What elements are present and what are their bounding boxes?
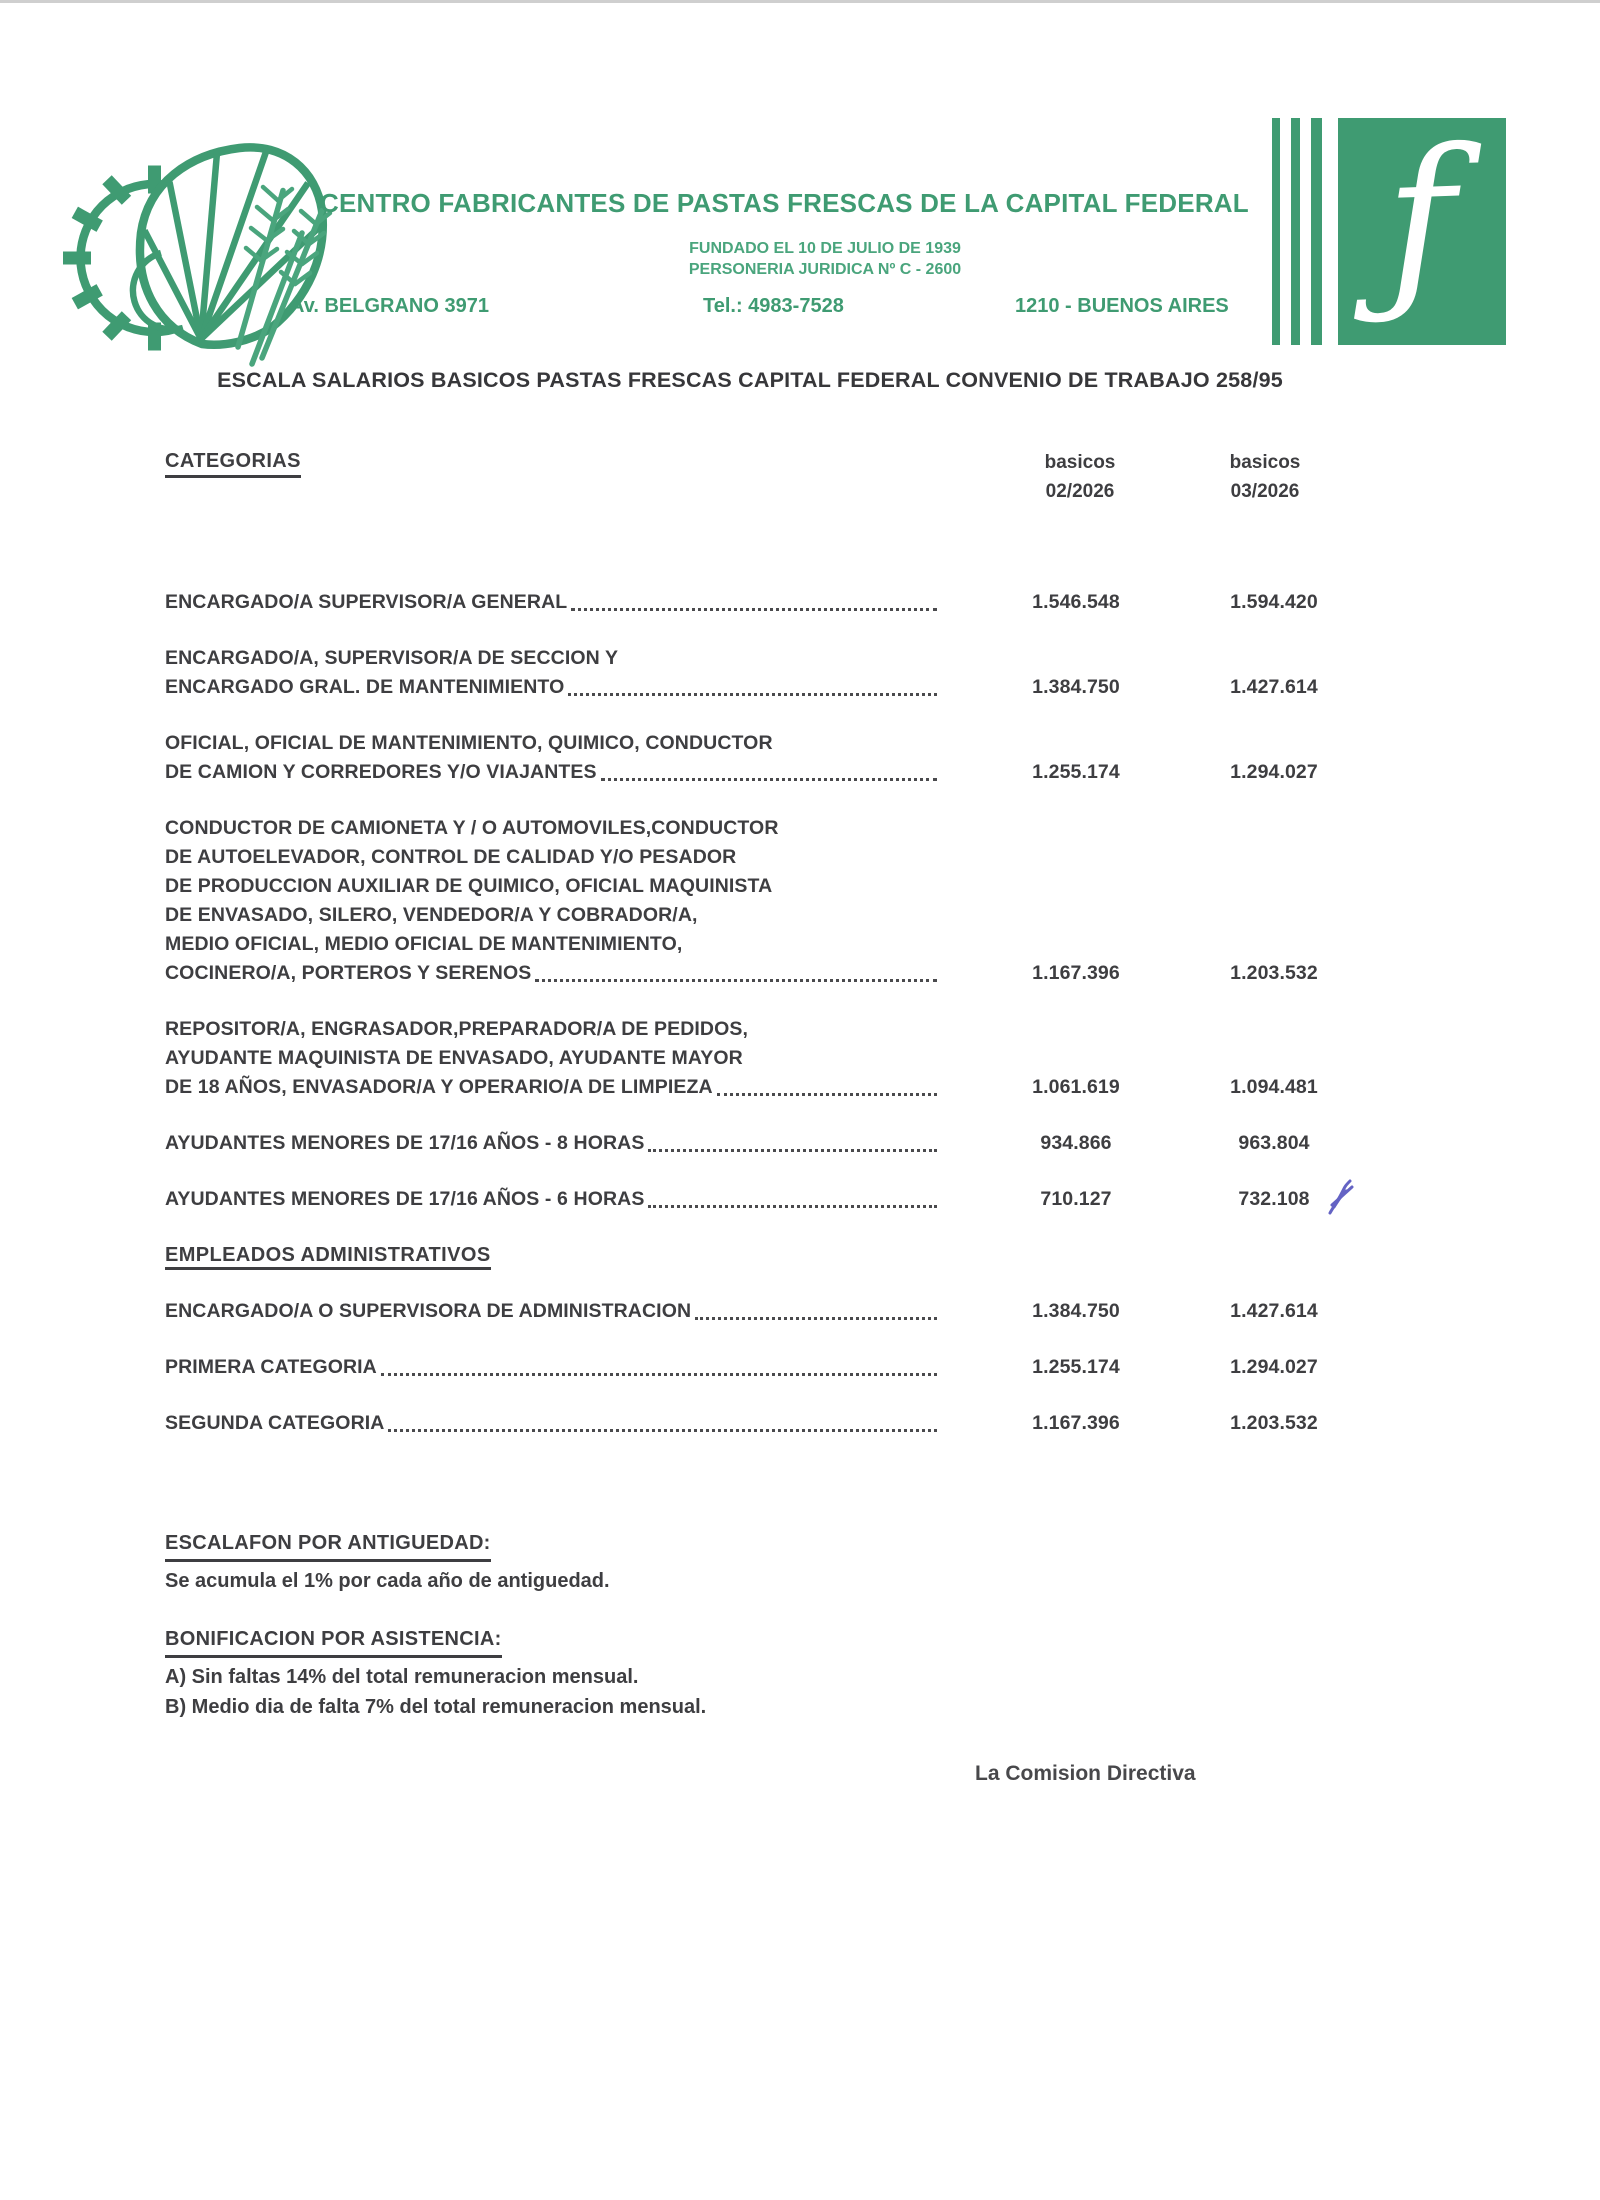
value-basicos-03-2026: 1.203.532 xyxy=(1230,962,1318,984)
column-header-basicos-02-2026: basicos 02/2026 xyxy=(1044,452,1116,502)
category-text: DE 18 AÑOS, ENVASADOR/A Y OPERARIO/A DE LIMPIEZA xyxy=(165,1076,713,1098)
street-address: Av. BELGRANO 3971 xyxy=(290,295,489,317)
category-text: MEDIO OFICIAL, MEDIO OFICIAL DE MANTENIMIENTO, xyxy=(165,933,683,955)
category-label xyxy=(165,588,937,617)
founded-line: FUNDADO EL 10 DE JULIO DE 1939 xyxy=(689,240,961,257)
table-row xyxy=(165,1353,1365,1382)
emblem-square xyxy=(1338,107,1506,345)
value-basicos-03-2026: 1.203.532 xyxy=(1230,1412,1318,1434)
table-row xyxy=(165,814,1365,988)
value-basicos-03-2026: 1.294.027 xyxy=(1230,761,1318,783)
category-text: AYUDANTES MENORES DE 17/16 AÑOS - 8 HORAS xyxy=(165,1132,645,1154)
category-text: DE ENVASADO, SILERO, VENDEDOR/A Y COBRADOR/A, xyxy=(165,904,698,926)
pen-ink-mark xyxy=(1326,1177,1356,1226)
category-text: ENCARGADO GRAL. DE MANTENIMIENTO xyxy=(165,676,565,698)
category-label xyxy=(165,814,937,988)
category-label xyxy=(165,644,937,702)
category-label xyxy=(165,1409,937,1438)
category-text: AYUDANTES MENORES DE 17/16 AÑOS - 6 HORAS xyxy=(165,1188,645,1210)
table-row xyxy=(165,729,1365,787)
category-label xyxy=(165,1129,937,1158)
dot-leader xyxy=(648,1149,937,1152)
category-text: ENCARGADO/A O SUPERVISORA DE ADMINISTRACION xyxy=(165,1300,692,1322)
value-basicos-02-2026: 1.546.548 xyxy=(1032,591,1120,613)
category-label xyxy=(165,1015,937,1102)
category-label xyxy=(165,1185,937,1214)
value-basicos-02-2026: 1.255.174 xyxy=(1032,761,1120,783)
table-row xyxy=(165,1409,1365,1438)
category-label xyxy=(165,729,937,787)
scan-edge-line xyxy=(0,0,1600,3)
emblem-bar xyxy=(1272,118,1280,345)
org-name: CENTRO FABRICANTES DE PASTAS FRESCAS DE LA CAPITAL FEDERAL xyxy=(320,188,1249,218)
value-basicos-02-2026: 1.384.750 xyxy=(1032,1300,1120,1322)
seniority-title: ESCALAFON POR ANTIGUEDAD: xyxy=(165,1528,491,1562)
value-basicos-03-2026: 1.594.420 xyxy=(1230,591,1318,613)
footnotes xyxy=(165,1528,706,1722)
category-text: SEGUNDA CATEGORIA xyxy=(165,1412,385,1434)
dot-leader xyxy=(535,979,937,982)
emblem-bar xyxy=(1291,118,1300,345)
attendance-rule-b: B) Medio dia de falta 7% del total remuneracion mensual. xyxy=(165,1696,707,1718)
value-basicos-03-2026: 1.094.481 xyxy=(1230,1076,1318,1098)
category-text: DE CAMION Y CORREDORES Y/O VIAJANTES xyxy=(165,761,597,783)
dot-leader xyxy=(648,1205,937,1208)
dot-leader xyxy=(381,1373,937,1376)
org-subtitle xyxy=(660,238,990,280)
category-text: ENCARGADO/A SUPERVISOR/A GENERAL xyxy=(165,591,568,613)
value-basicos-02-2026: 934.866 xyxy=(1040,1132,1112,1154)
category-label xyxy=(165,1297,937,1326)
table-row xyxy=(165,1015,1365,1102)
category-text: DE PRODUCCION AUXILIAR DE QUIMICO, OFICIAL MAQUINISTA xyxy=(165,875,773,897)
seniority-text: Se acumula el 1% por cada año de antiguedad. xyxy=(165,1570,610,1592)
phone: Tel.: 4983-7528 xyxy=(703,295,844,317)
table-row xyxy=(165,1297,1365,1326)
value-basicos-03-2026: 732.108 xyxy=(1208,1185,1340,1214)
table-row xyxy=(165,588,1365,617)
value-basicos-03-2026: 1.427.614 xyxy=(1230,1300,1318,1322)
category-text: AYUDANTE MAQUINISTA DE ENVASADO, AYUDANTE MAYOR xyxy=(165,1047,743,1069)
category-text: OFICIAL, OFICIAL DE MANTENIMIENTO, QUIMICO, CONDUCTOR xyxy=(165,732,773,754)
emblem-bar xyxy=(1311,118,1322,345)
column-header-basicos-03-2026: basicos 03/2026 xyxy=(1229,452,1301,502)
category-text: ENCARGADO/A, SUPERVISOR/A DE SECCION Y xyxy=(165,647,619,669)
value-basicos-02-2026: 1.167.396 xyxy=(1032,1412,1120,1434)
value-basicos-02-2026: 1.061.619 xyxy=(1032,1076,1120,1098)
category-text: DE AUTOELEVADOR, CONTROL DE CALIDAD Y/O PESADOR xyxy=(165,846,737,868)
value-basicos-03-2026: 1.294.027 xyxy=(1230,1356,1318,1378)
dot-leader xyxy=(695,1317,937,1320)
dot-leader xyxy=(601,778,937,781)
signature-line: La Comision Directiva xyxy=(975,1762,1196,1785)
value-basicos-03-2026: 963.804 xyxy=(1238,1132,1310,1154)
attendance-rule-a: A) Sin faltas 14% del total remuneracion mensual. xyxy=(165,1666,639,1688)
category-text: REPOSITOR/A, ENGRASADOR,PREPARADOR/A DE PEDIDOS, xyxy=(165,1018,749,1040)
value-basicos-02-2026: 710.127 xyxy=(1040,1188,1112,1210)
section-title: EMPLEADOS ADMINISTRATIVOS xyxy=(165,1244,491,1270)
salary-table-rows xyxy=(165,588,1365,1465)
value-basicos-02-2026: 1.255.174 xyxy=(1032,1356,1120,1378)
category-text: CONDUCTOR DE CAMIONETA Y / O AUTOMOVILES,CONDUCTOR xyxy=(165,817,779,839)
postal-city: 1210 - BUENOS AIRES xyxy=(1015,295,1229,317)
table-row xyxy=(165,1129,1365,1158)
dot-leader xyxy=(568,693,937,696)
script-f-letter: ƒ xyxy=(1381,107,1460,332)
script-f-emblem-icon xyxy=(1272,107,1506,345)
table-row xyxy=(165,644,1365,702)
category-text: PRIMERA CATEGORIA xyxy=(165,1356,377,1378)
category-text: COCINERO/A, PORTEROS Y SERENOS xyxy=(165,962,532,984)
dot-leader xyxy=(388,1429,937,1432)
attendance-title: BONIFICACION POR ASISTENCIA: xyxy=(165,1624,502,1658)
table-row xyxy=(165,1185,1365,1214)
gear-and-wheat-emblem-icon xyxy=(52,108,342,368)
dot-leader xyxy=(717,1093,937,1096)
categories-column-header: CATEGORIAS xyxy=(165,450,301,478)
value-basicos-02-2026: 1.167.396 xyxy=(1032,962,1120,984)
value-basicos-02-2026: 1.384.750 xyxy=(1032,676,1120,698)
dot-leader xyxy=(571,608,937,611)
legal-line: PERSONERIA JURIDICA Nº C - 2600 xyxy=(688,261,962,278)
value-basicos-03-2026: 1.427.614 xyxy=(1230,676,1318,698)
category-label xyxy=(165,1353,937,1382)
table-section-header xyxy=(165,1241,1365,1270)
document-title: ESCALA SALARIOS BASICOS PASTAS FRESCAS CAPITAL FEDERAL CONVENIO DE TRABAJO 258/95 xyxy=(217,368,1283,392)
